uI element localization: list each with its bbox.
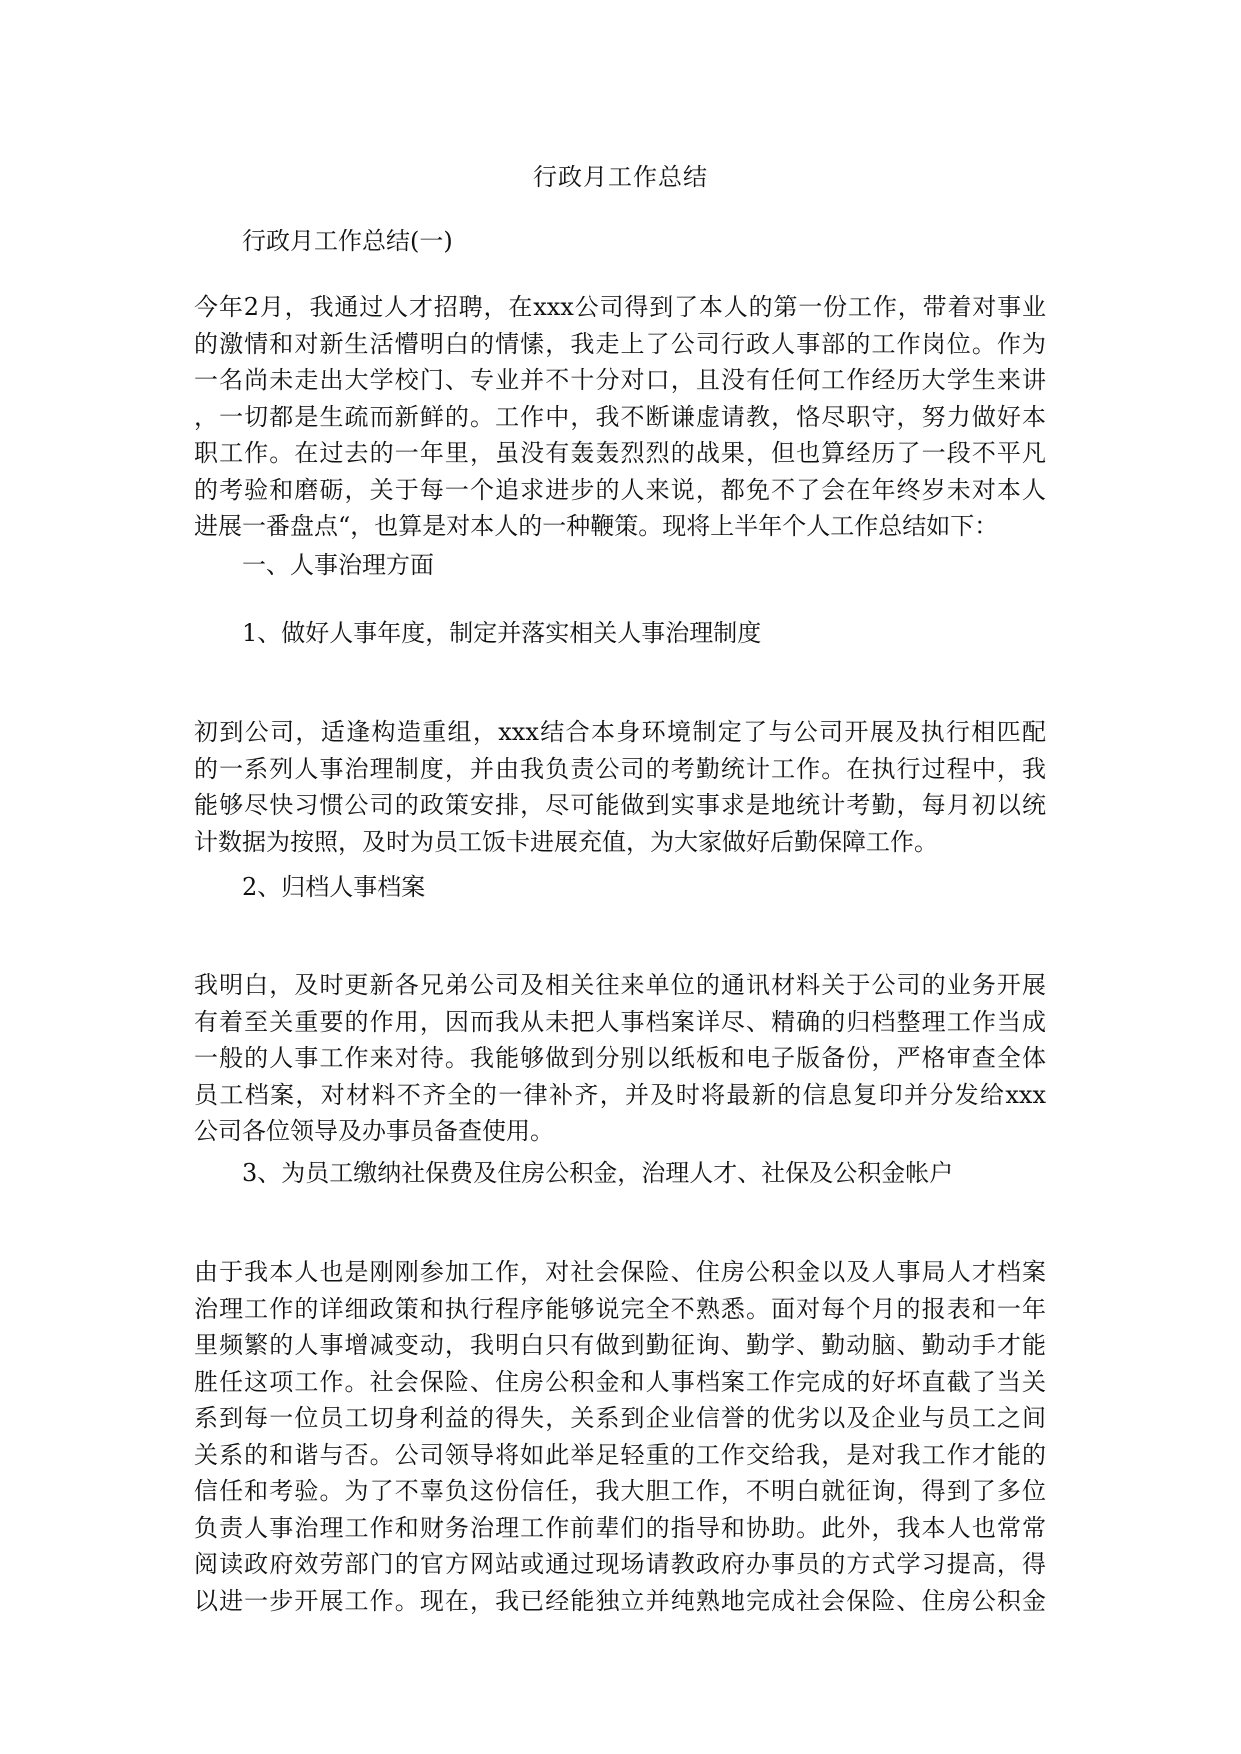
subtitle: 行政月工作总结(一) <box>242 227 453 255</box>
paragraph-line: 一名尚未走出大学校门、专业并不十分对口，且没有任何工作经历大学生来讲 <box>194 366 1046 394</box>
paragraph-line: 的一系列人事治理制度，并由我负责公司的考勤统计工作。在执行过程中，我 <box>194 754 1046 783</box>
paragraph-line: 我明白，及时更新各兄弟公司及相关往来单位的通讯材料关于公司的业务开展 <box>194 971 1046 999</box>
paragraph-line: 职工作。在过去的一年里，虽没有轰轰烈烈的战果，但也算经历了一段不平凡 <box>194 439 1046 467</box>
section-heading: 一、人事治理方面 <box>242 551 434 579</box>
paragraph-line: 的激情和对新生活懵明白的情愫，我走上了公司行政人事部的工作岗位。作为 <box>194 329 1046 358</box>
paragraph-line: 有着至关重要的作用，因而我从未把人事档案详尽、精确的归档整理工作当成 <box>194 1007 1046 1036</box>
paragraph-line: 里频繁的人事增减变动，我明白只有做到勤征询、勤学、勤动脑、勤动手才能 <box>194 1331 1046 1359</box>
paragraph-line: 初到公司，适逢构造重组，xxx结合本身环境制定了与公司开展及执行相匹配 <box>194 718 1046 746</box>
paragraph-line: 今年2月，我通过人才招聘，在xxx公司得到了本人的第一份工作，带着对事业 <box>194 293 1046 321</box>
document-title: 行政月工作总结 <box>533 163 708 191</box>
paragraph-line: 的考验和磨砺，关于每一个追求进步的人来说，都免不了会在年终岁未对本人 <box>194 475 1046 504</box>
item-heading: 3、为员工缴纳社保费及住房公积金，治理人才、社保及公积金帐户 <box>242 1159 954 1187</box>
item3-paragraph <box>194 1254 1046 1619</box>
paragraph-line: 以进一步开展工作。现在，我已经能独立并纯熟地完成社会保险、住房公积金 <box>194 1586 1046 1615</box>
paragraph-line: ，一切都是生疏而新鲜的。工作中，我不断谦虚请教，恪尽职守，努力做好本 <box>194 402 1046 431</box>
intro-paragraph <box>194 289 1046 545</box>
paragraph-line: 负责人事治理工作和财务治理工作前辈们的指导和协助。此外，我本人也常常 <box>194 1513 1046 1542</box>
paragraph-line: 员工档案，对材料不齐全的一律补齐，并及时将最新的信息复印并分发给xxx <box>194 1080 1046 1109</box>
paragraph-line: 关系的和谐与否。公司领导将如此举足轻重的工作交给我，是对我工作才能的 <box>194 1440 1046 1469</box>
paragraph-line: 一般的人事工作来对待。我能够做到分别以纸板和电子版备份，严格审查全体 <box>194 1044 1046 1072</box>
paragraph-line: 信任和考验。为了不辜负这份信任，我大胆工作，不明白就征询，得到了多位 <box>194 1477 1046 1505</box>
paragraph-line: 能够尽快习惯公司的政策安排，尽可能做到实事求是地统计考勤，每月初以统 <box>194 791 1046 819</box>
paragraph-line: 由于我本人也是刚刚参加工作，对社会保险、住房公积金以及人事局人才档案 <box>194 1258 1046 1286</box>
paragraph-line: 进展一番盘点“，也算是对本人的一种鞭策。现将上半年个人工作总结如下： <box>194 512 999 540</box>
paragraph-line: 系到每一位员工切身利益的得失，关系到企业信誉的优劣以及企业与员工之间 <box>194 1404 1046 1432</box>
paragraph-line: 胜任这项工作。社会保险、住房公积金和人事档案工作完成的好坏直截了当关 <box>194 1367 1046 1396</box>
item-heading: 1、做好人事年度，制定并落实相关人事治理制度 <box>242 619 762 647</box>
paragraph-line: 计数据为按照，及时为员工饭卡进展充值，为大家做好后勤保障工作。 <box>194 827 938 856</box>
item2-paragraph <box>194 967 1046 1150</box>
item-heading: 2、归档人事档案 <box>242 873 426 901</box>
paragraph-line: 公司各位领导及办事员备查使用。 <box>194 1117 554 1145</box>
paragraph-line: 阅读政府效劳部门的官方网站或通过现场请教政府办事员的方式学习提高，得 <box>194 1550 1046 1578</box>
item1-paragraph <box>194 714 1046 860</box>
paragraph-line: 治理工作的详细政策和执行程序能够说完全不熟悉。面对每个月的报表和一年 <box>194 1294 1046 1323</box>
